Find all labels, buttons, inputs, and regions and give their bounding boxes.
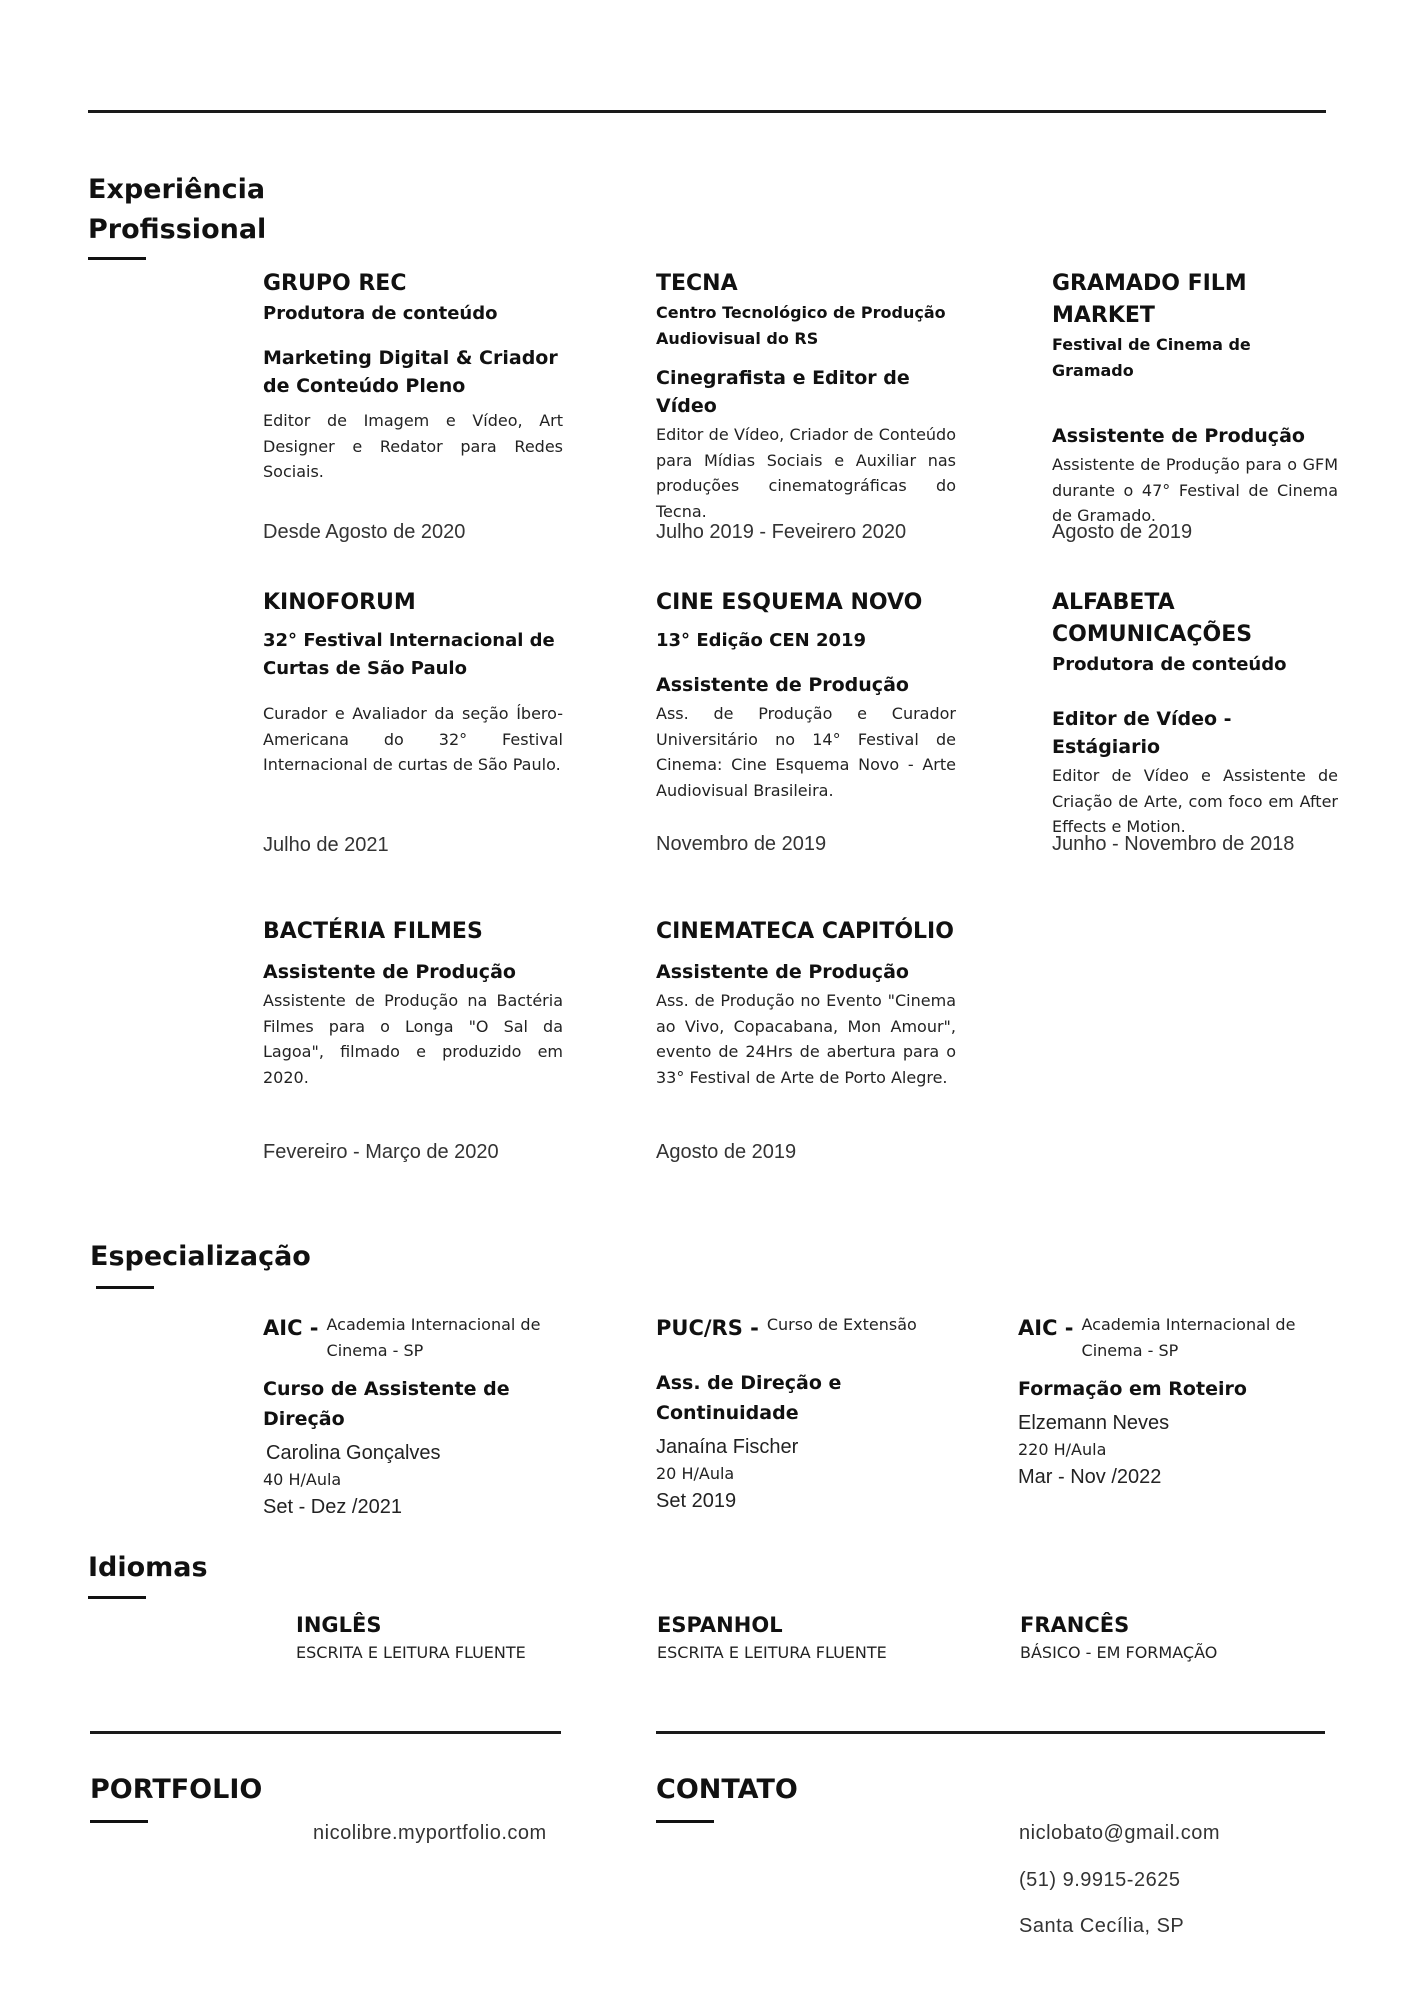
job-date: Desde Agosto de 2020 — [263, 521, 466, 543]
experience-underline — [88, 257, 146, 260]
experience-title-line1: Experiência — [88, 174, 266, 205]
portfolio-divider — [90, 1731, 561, 1734]
experience-item-cinemateca-capitolio — [656, 916, 956, 1176]
teacher-name: Carolina Gonçalves — [266, 1442, 441, 1464]
specialization-item-aic-roteiro — [1018, 1312, 1348, 1492]
experience-item-bacteria-filmes — [263, 916, 563, 1176]
company-name: BACTÉRIA FILMES — [263, 919, 483, 944]
languages-underline — [88, 1596, 146, 1599]
course-name: Curso de Assistente de Direção — [263, 1378, 510, 1430]
job-description: Editor de Vídeo, Criador de Conteúdo para Mídias Sociais e Auxiliar nas produções cinematográficas do Tecna. — [656, 425, 956, 521]
job-description: Ass. de Produção e Curador Universitário no 14° Festival de Cinema: Cine Esquema Novo - Arte Audiovisual Brasileira. — [656, 704, 956, 800]
company-subtitle: 13° Edição CEN 2019 — [656, 630, 867, 651]
job-role: Marketing Digital & Criador de Conteúdo Pleno — [263, 347, 558, 397]
language-name: FRANCÊS — [1020, 1613, 1130, 1637]
company-subtitle: Festival de Cinema de Gramado — [1052, 335, 1251, 380]
portfolio-title: PORTFOLIO — [90, 1774, 263, 1805]
course-hours: 20 H/Aula — [656, 1464, 735, 1483]
contact-title: CONTATO — [656, 1774, 798, 1805]
institution-name: Academia Internacional de Cinema - SP — [1081, 1315, 1296, 1360]
specialization-item-aic-assistente — [263, 1312, 593, 1522]
teacher-name: Elzemann Neves — [1018, 1412, 1170, 1434]
language-level: ESCRITA E LEITURA FLUENTE — [657, 1643, 887, 1662]
job-description: Assistente de Produção para o GFM durante o 47° Festival de Cinema de Gramado. — [1052, 455, 1338, 525]
job-description: Curador e Avaliador da seção Íbero-Americana do 32° Festival Internacional de curtas de São Paulo. — [263, 704, 563, 774]
job-description: Editor de Vídeo e Assistente de Criação de Arte, com foco em After Effects e Motion. — [1052, 766, 1338, 836]
job-description: Assistente de Produção na Bactéria Filmes para o Longa "O Sal da Lagoa", filmado e produzido em 2020. — [263, 991, 563, 1087]
contact-phone: (51) 9.9915-2625 — [1019, 1869, 1181, 1891]
language-name: INGLÊS — [296, 1613, 382, 1637]
experience-item-alfabeta — [1052, 587, 1338, 867]
experience-item-cine-esquema-novo — [656, 587, 956, 867]
top-divider — [88, 110, 1326, 113]
portfolio-link[interactable]: nicolibre.myportfolio.com — [313, 1822, 547, 1844]
job-description: Ass. de Produção no Evento "Cinema ao Vivo, Copacabana, Mon Amour", evento de 24Hrs de abertura para o 33° Festival de Arte de Porto Alegre. — [656, 991, 956, 1087]
job-date: Julho de 2021 — [263, 834, 389, 856]
job-role: Assistente de Produção — [1052, 425, 1305, 447]
institution-abbr: AIC - — [1018, 1316, 1074, 1340]
language-item-french — [1020, 1609, 1217, 1665]
specialization-title: Especialização — [90, 1241, 311, 1272]
experience-item-grupo-rec — [263, 268, 563, 553]
job-date: Agosto de 2019 — [656, 1141, 797, 1163]
language-level: BÁSICO - EM FORMAÇÃO — [1020, 1643, 1218, 1662]
contact-underline — [656, 1820, 714, 1823]
company-name: CINEMATECA CAPITÓLIO — [656, 919, 954, 944]
institution-abbr: AIC - — [263, 1316, 319, 1340]
company-subtitle: 32° Festival Internacional de Curtas de São Paulo — [263, 630, 555, 679]
course-period: Set - Dez /2021 — [263, 1496, 402, 1518]
contact-divider — [656, 1731, 1325, 1734]
institution-abbr: PUC/RS - — [656, 1316, 759, 1340]
job-date: Agosto de 2019 — [1052, 521, 1193, 543]
company-name: CINE ESQUEMA NOVO — [656, 590, 923, 615]
company-name: GRAMADO FILM MARKET — [1052, 271, 1247, 328]
experience-item-gramado-film-market — [1052, 268, 1338, 553]
job-date: Julho 2019 - Feveirero 2020 — [656, 521, 907, 543]
job-role: Cinegrafista e Editor de Vídeo — [656, 367, 910, 417]
company-subtitle: Produtora de conteúdo — [1052, 654, 1287, 675]
company-name: GRUPO REC — [263, 271, 407, 296]
portfolio-underline — [90, 1820, 148, 1823]
company-subtitle: Produtora de conteúdo — [263, 303, 498, 324]
specialization-item-pucrs — [656, 1312, 986, 1516]
institution-name: Academia Internacional de Cinema - SP — [326, 1315, 541, 1360]
experience-item-kinoforum — [263, 587, 563, 867]
teacher-name: Janaína Fischer — [656, 1436, 799, 1458]
language-name: ESPANHOL — [657, 1613, 783, 1637]
experience-title-line2: Profissional — [88, 214, 267, 245]
job-role: Assistente de Produção — [656, 674, 909, 696]
course-name: Ass. de Direção e Continuidade — [656, 1372, 842, 1424]
contact-email[interactable]: niclobato@gmail.com — [1019, 1822, 1220, 1844]
job-role: Assistente de Produção — [656, 961, 909, 983]
course-period: Mar - Nov /2022 — [1018, 1466, 1162, 1488]
job-role: Editor de Vídeo - Estágiario — [1052, 708, 1232, 758]
contact-location: Santa Cecília, SP — [1019, 1915, 1185, 1937]
job-date: Fevereiro - Março de 2020 — [263, 1141, 499, 1163]
company-name: ALFABETA COMUNICAÇÕES — [1052, 590, 1253, 647]
company-subtitle: Centro Tecnológico de Produção Audiovisual do RS — [656, 303, 946, 348]
language-item-spanish — [657, 1609, 887, 1665]
language-level: ESCRITA E LEITURA FLUENTE — [296, 1643, 526, 1662]
job-role: Assistente de Produção — [263, 961, 516, 983]
specialization-underline — [96, 1286, 154, 1289]
course-hours: 40 H/Aula — [263, 1470, 342, 1489]
job-date: Junho - Novembro de 2018 — [1052, 833, 1295, 855]
company-name: KINOFORUM — [263, 590, 416, 615]
course-period: Set 2019 — [656, 1490, 737, 1512]
experience-item-tecna — [656, 268, 956, 553]
course-name: Formação em Roteiro — [1018, 1378, 1247, 1400]
languages-title: Idiomas — [88, 1552, 208, 1583]
course-hours: 220 H/Aula — [1018, 1440, 1107, 1459]
job-description: Editor de Imagem e Vídeo, Art Designer e Redator para Redes Sociais. — [263, 411, 563, 481]
language-item-english — [296, 1609, 526, 1665]
experience-title — [88, 170, 266, 250]
company-name: TECNA — [656, 271, 738, 296]
job-date: Novembro de 2019 — [656, 833, 827, 855]
institution-name: Curso de Extensão — [766, 1315, 917, 1334]
